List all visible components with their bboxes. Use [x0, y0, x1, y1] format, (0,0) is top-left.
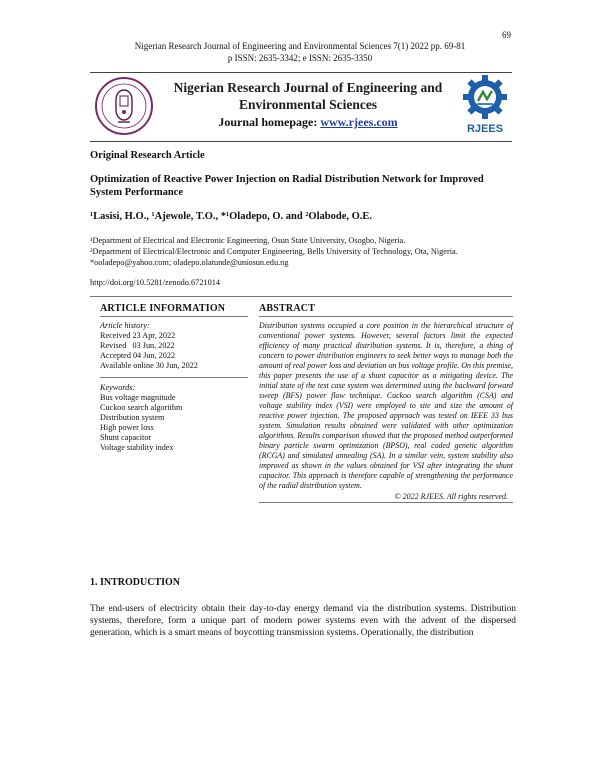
keyword: Shunt capacitor [100, 433, 152, 442]
available-date: Available online 30 Jun, 2022 [100, 361, 198, 370]
affiliation-1: ¹Department of Electrical and Electronic Engineering, Osun State University, Osogbo, Nigeria. [90, 236, 406, 245]
paper-title: Optimization of Reactive Power Injection on Radial Distribution Network for Improved System Performance [90, 174, 484, 198]
rjees-logo [460, 75, 510, 137]
citation-line-2: p ISSN: 2635-3342; e ISSN: 2635-3350 [227, 53, 373, 63]
article-info-heading: ARTICLE INFORMATION [100, 303, 226, 314]
article-history [100, 317, 248, 371]
abstract-panel [259, 300, 513, 503]
homepage-label: Journal homepage: [218, 115, 321, 129]
accepted-date: Accepted 04 Jun, 2022 [100, 351, 176, 360]
banner-title [160, 79, 456, 113]
journal-homepage [160, 115, 456, 130]
corresponding-emails[interactable]: *ooladepo@yahoo.com; oladepo.olatunde@uniosun.edu.ng [90, 258, 289, 267]
divider [259, 502, 513, 503]
page-number: 69 [502, 30, 511, 40]
journal-citation [0, 40, 600, 64]
abstract-heading: ABSTRACT [259, 303, 316, 314]
keyword: Distribution system [100, 413, 165, 422]
section-divider [90, 296, 512, 297]
author-list: ¹Lasisi, H.O., ¹Ajewole, T.O., *¹Oladepo, O. and ²Olabode, O.E. [90, 211, 373, 222]
copyright-notice: © 2022 RJEES. All rights reserved. [394, 492, 508, 501]
history-label: Article history: [100, 321, 150, 330]
keywords-label: Keywords: [100, 383, 136, 392]
journal-crest-logo [94, 76, 154, 136]
introduction-paragraph: The end-users of electricity obtain their day-to-day energy demand via the distribution systems. Distribution systems, therefore, form a unique part of modern power systems even with the advent of the dispersed generation, which is a smart means of boycotting transmission systems. Operationally, the distribution [90, 604, 516, 638]
received-date: Received 23 Apr, 2022 [100, 331, 176, 340]
abstract-text: Distribution systems occupied a core position in the hierarchical structure of conventional power systems. However, several factors limit the expected efficiency of many practical distribution systems. It is, therefore, a thing of concern to power distribution engineers to seek better ways to manage both the amount of real power loss and deviation on bus voltage profile. On this premise, this paper presents the use of a shunt capacitor as a mitigating device. The initial state of the test case system was determined using the backward forward sweep (BFS) power flow technique. Cuckoo search algorithm (CSA) and voltage stability index (VSI) were employed to site and size the amount of reactive power injection. The proposed approach was tested on IEEE 33 bus system. Simulation results obtained were validated with other optimization algorithms. Results comparison showed that the proposed method outperformed binary particle swarm optimization (BPSO), real coded genetic algorithm (RCGA) and simulated annealing (SA). In a similar vein, system stability also improved as shown in the values obtained for VSI after integrating the shunt capacitor. This approach is therefore capable of strengthening the performance of the radial distribution system. [259, 321, 513, 490]
keyword: Bus voltage magnitude [100, 393, 176, 402]
affiliations [90, 235, 520, 268]
doi-link[interactable]: http://doi.org/10.5281/zenodo.6721014 [90, 278, 221, 287]
rjees-logo-text: RJEES [466, 123, 504, 135]
introduction-heading: 1. INTRODUCTION [90, 577, 181, 588]
keywords-box [100, 377, 248, 453]
article-type: Original Research Article [90, 150, 205, 161]
citation-line-1: Nigerian Research Journal of Engineering and Environmental Sciences 7(1) 2022 pp. 69-81 [134, 41, 466, 51]
keyword: Voltage stability index [100, 443, 174, 452]
homepage-link[interactable]: www.rjees.com [320, 115, 398, 129]
revised-date: Revised 03 Jun, 2022 [100, 341, 175, 350]
article-info-panel [100, 300, 248, 453]
affiliation-2: ²Department of Electrical/Electronic and Computer Engineering, Bells University of Technology, Ota, Nigeria. [90, 247, 458, 256]
banner-title-line-2: Environmental Sciences [238, 97, 378, 112]
keyword: High power loss [100, 423, 154, 432]
banner-title-line-1: Nigerian Research Journal of Engineering and [173, 80, 443, 95]
keyword: Cuckoo search algorithm [100, 403, 183, 412]
